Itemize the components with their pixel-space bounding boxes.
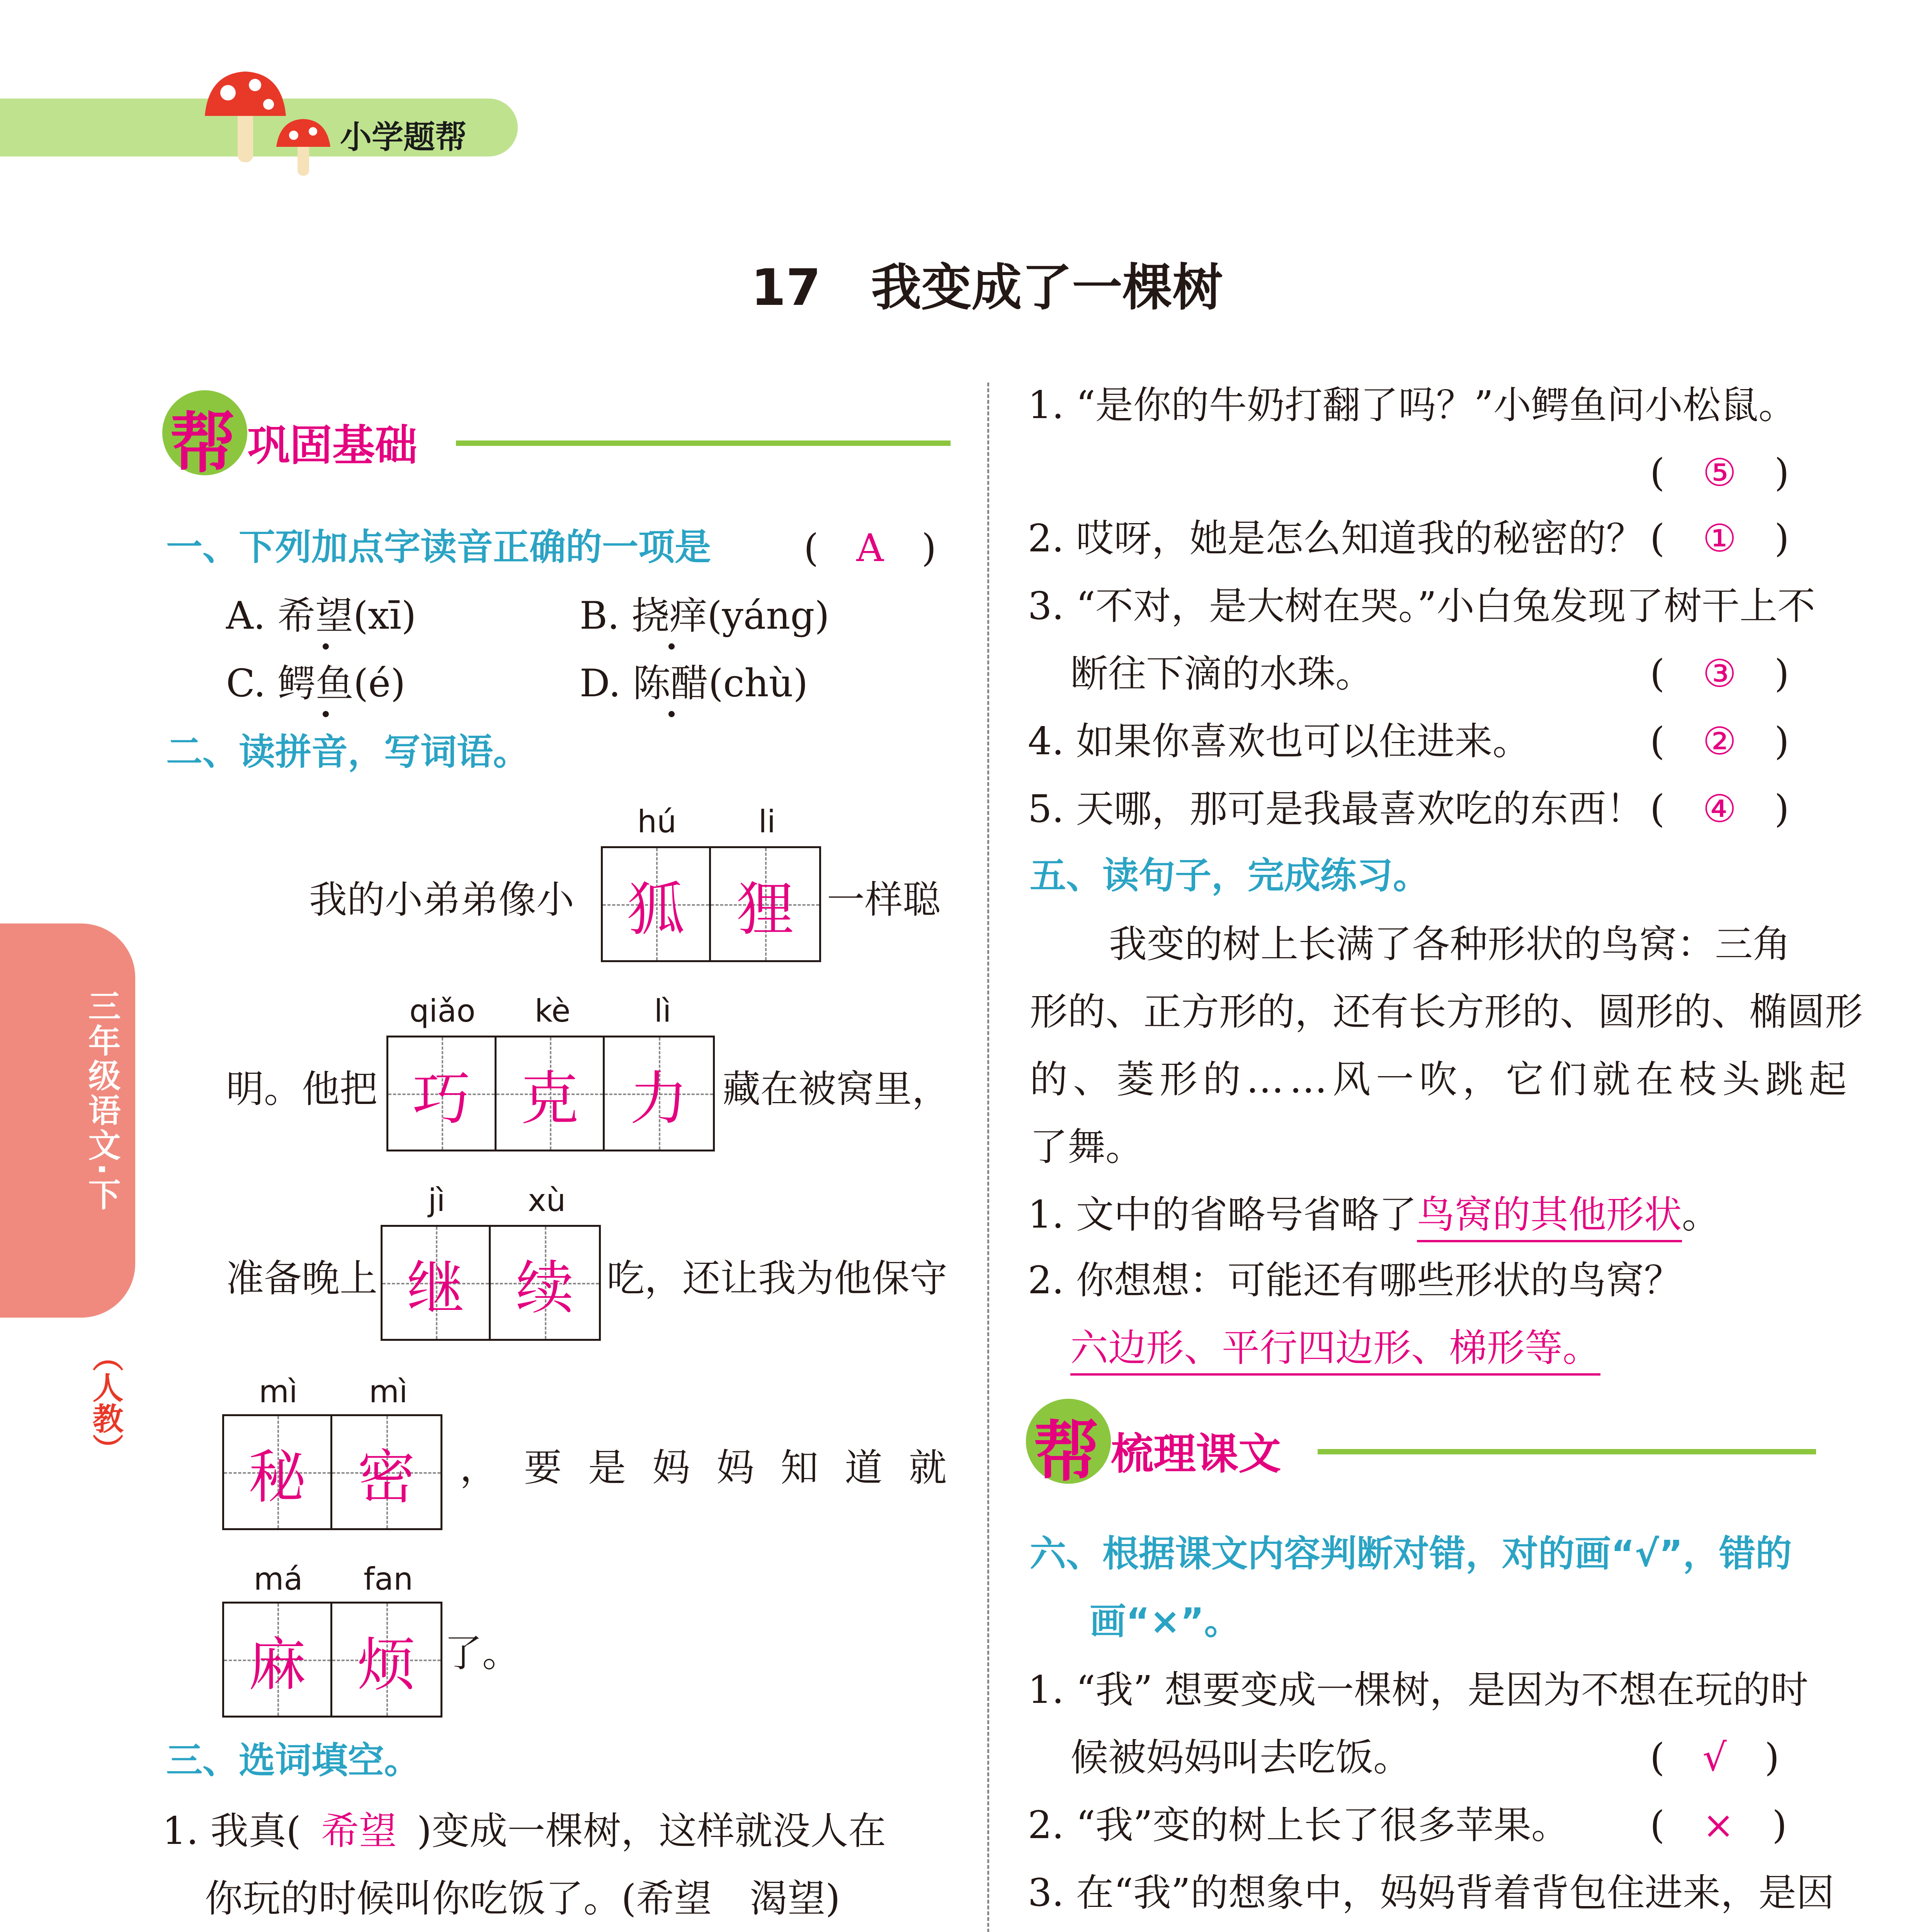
section-title: 梳理课文 xyxy=(1111,1429,1281,1479)
pinyin: li xyxy=(758,804,776,840)
section-badge: 帮 xyxy=(170,405,236,482)
q3-item xyxy=(162,1809,886,1853)
q6-answer-paren: ( √ ) xyxy=(1650,1736,1779,1780)
grid-cell xyxy=(711,848,819,960)
q3-answer: 希望 xyxy=(321,1809,397,1853)
pinyin: hú xyxy=(637,804,677,840)
side-tab-edition: （人教） xyxy=(87,1341,123,1464)
q1-option-d: D. 陈醋(chù) xyxy=(580,662,808,706)
q5-item-text: 。 xyxy=(1682,1193,1720,1237)
q5-answer xyxy=(1070,1326,1601,1370)
q1-answer-paren: ( A ) xyxy=(804,526,937,570)
grid-cell xyxy=(388,1037,497,1150)
pinyin: qiǎo xyxy=(409,993,476,1029)
q6-answer: × xyxy=(1702,1803,1735,1847)
q4-answer: ① xyxy=(1702,517,1737,561)
emphasis-dot xyxy=(323,711,329,717)
q4-item-line2: 断往下滴的水珠。 xyxy=(1070,652,1374,696)
q4-item: 2. 哎呀，她是怎么知道我的秘密的？ xyxy=(1028,517,1644,561)
q1-option-b: B. 挠痒(yáng) xyxy=(580,594,830,638)
answer-char: 烦 xyxy=(357,1631,415,1699)
char-grid xyxy=(222,1414,442,1530)
answer-char: 继 xyxy=(406,1255,465,1322)
section-rule xyxy=(1318,1449,1816,1454)
page-title: 17 我变成了一棵树 xyxy=(751,258,1223,317)
q5-heading: 五、读句子，完成练习。 xyxy=(1030,855,1430,897)
answer-char: 克 xyxy=(520,1065,579,1133)
q4-answer: ④ xyxy=(1702,787,1737,831)
q4-answer-paren: ( ② ) xyxy=(1650,719,1789,764)
q6-item-line2: 候被妈妈叫去吃饭。 xyxy=(1070,1736,1412,1780)
q1-option-c: C. 鳄鱼(é) xyxy=(226,662,406,706)
q4-answer-paren: ( ⑤ ) xyxy=(1650,451,1789,495)
mushroom-logo-icon xyxy=(201,62,340,178)
brand-name: 小学题帮 xyxy=(340,119,467,156)
q6-answer-paren: ( × ) xyxy=(1650,1803,1787,1847)
answer-char: 巧 xyxy=(412,1065,471,1133)
q5-passage: 了舞。 xyxy=(1030,1125,1144,1169)
q2-text: 了。 xyxy=(444,1631,520,1675)
char-grid xyxy=(601,846,821,962)
q1-heading: 一、下列加点字读音正确的一项是 xyxy=(166,526,711,568)
q2-text: 明。他把 xyxy=(226,1067,378,1111)
pinyin: má xyxy=(253,1561,303,1597)
q5-answer: 鸟窝的其他形状 xyxy=(1417,1193,1682,1242)
section-badge: 帮 xyxy=(1034,1414,1100,1490)
q6-heading: 六、根据课文内容判断对错，对的画“√”，错的 xyxy=(1030,1533,1792,1575)
pinyin: fan xyxy=(364,1561,413,1597)
q2-text: ，要是妈妈知道就 xyxy=(460,1446,973,1490)
q6-item: 1. “我” 想要变成一棵树，是因为不想在玩的时 xyxy=(1028,1668,1809,1712)
grid-cell xyxy=(605,1037,713,1150)
q5-passage: 我变的树上长满了各种形状的鸟窝：三角 xyxy=(1109,922,1791,966)
char-grid xyxy=(381,1225,601,1341)
grid-cell xyxy=(491,1227,599,1339)
grid-cell xyxy=(497,1037,605,1150)
char-grid xyxy=(222,1602,442,1718)
q3-heading: 三、选词填空。 xyxy=(166,1740,421,1782)
q2-text: 一样聪 xyxy=(827,878,941,922)
pinyin: xù xyxy=(527,1182,566,1218)
q6-item: 3. 在“我”的想象中，妈妈背着背包住进来，是因 xyxy=(1028,1871,1834,1915)
q6-heading-line2: 画“×”。 xyxy=(1090,1600,1241,1643)
q4-answer: ③ xyxy=(1702,652,1737,696)
grid-cell xyxy=(603,848,711,960)
q3-item-text: )变成一棵树，这样就没人在 xyxy=(417,1809,886,1853)
pinyin: lì xyxy=(654,993,672,1029)
q4-answer: ⑤ xyxy=(1702,451,1737,495)
emphasis-dot xyxy=(668,711,675,717)
q2-text: 准备晚上 xyxy=(226,1257,378,1301)
answer-char: 密 xyxy=(357,1444,415,1511)
grid-cell xyxy=(224,1416,332,1528)
q2-text: 藏在被窝里， xyxy=(723,1067,950,1111)
section-title: 巩固基础 xyxy=(247,421,417,470)
side-tab-grade: 三年级语文·下 xyxy=(83,989,121,1213)
q5-answer-text: 六边形、平行四边形、梯形等。 xyxy=(1070,1326,1600,1376)
grid-cell xyxy=(332,1416,440,1528)
q5-passage: 形的、正方形的，还有长方形的、圆形的、椭圆形 xyxy=(1030,990,1863,1034)
q1-answer: A xyxy=(856,526,884,570)
q4-item: 3. “不对，是大树在哭。”小白兔发现了树干上不 xyxy=(1028,584,1815,628)
q4-item: 4. 如果你喜欢也可以住进来。 xyxy=(1028,719,1531,764)
pinyin: kè xyxy=(534,993,571,1029)
answer-char: 续 xyxy=(515,1255,574,1322)
answer-char: 力 xyxy=(629,1065,688,1133)
answer-char: 秘 xyxy=(248,1444,306,1511)
pinyin: jì xyxy=(428,1182,446,1218)
column-divider xyxy=(987,383,989,1932)
q2-text: 吃，还让我为他保守 xyxy=(607,1257,948,1301)
q4-answer-paren: ( ④ ) xyxy=(1650,787,1789,831)
q2-text: 我的小弟弟像小 xyxy=(309,878,575,922)
q4-answer-paren: ( ③ ) xyxy=(1650,652,1789,696)
answer-char: 狸 xyxy=(736,876,794,943)
q3-item-text: 1. 我真( xyxy=(162,1809,301,1853)
section-rule xyxy=(456,440,951,446)
grid-cell xyxy=(332,1604,440,1716)
q6-answer: √ xyxy=(1702,1736,1727,1780)
q4-item: 5. 天哪，那可是我最喜欢吃的东西！ xyxy=(1028,787,1644,831)
emphasis-dot xyxy=(668,643,675,650)
grid-cell xyxy=(224,1604,332,1716)
q5-passage: 的、菱形的……风一吹，它们就在枝头跳起 xyxy=(1030,1058,1852,1102)
q5-item: 2. 你想想：可能还有哪些形状的鸟窝？ xyxy=(1028,1259,1682,1303)
q3-item-line2: 你玩的时候叫你吃饭了。(希望 渴望) xyxy=(205,1877,840,1921)
q5-item xyxy=(1028,1193,1720,1237)
char-grid xyxy=(386,1036,715,1151)
q4-answer: ② xyxy=(1702,719,1737,764)
answer-char: 麻 xyxy=(248,1631,306,1699)
answer-char: 狐 xyxy=(627,876,685,943)
q1-option-a: A. 希望(xī) xyxy=(226,594,417,638)
q6-item: 2. “我”变的树上长了很多苹果。 xyxy=(1028,1803,1569,1847)
pinyin: mì xyxy=(369,1374,408,1410)
pinyin: mì xyxy=(259,1374,298,1410)
q4-item: 1. “是你的牛奶打翻了吗？”小鳄鱼问小松鼠。 xyxy=(1028,383,1796,427)
q2-heading: 二、读拼音，写词语。 xyxy=(166,731,530,773)
q4-answer-paren: ( ① ) xyxy=(1650,517,1789,561)
q5-item-text: 1. 文中的省略号省略了 xyxy=(1028,1193,1417,1237)
emphasis-dot xyxy=(323,643,329,650)
grid-cell xyxy=(383,1227,491,1339)
